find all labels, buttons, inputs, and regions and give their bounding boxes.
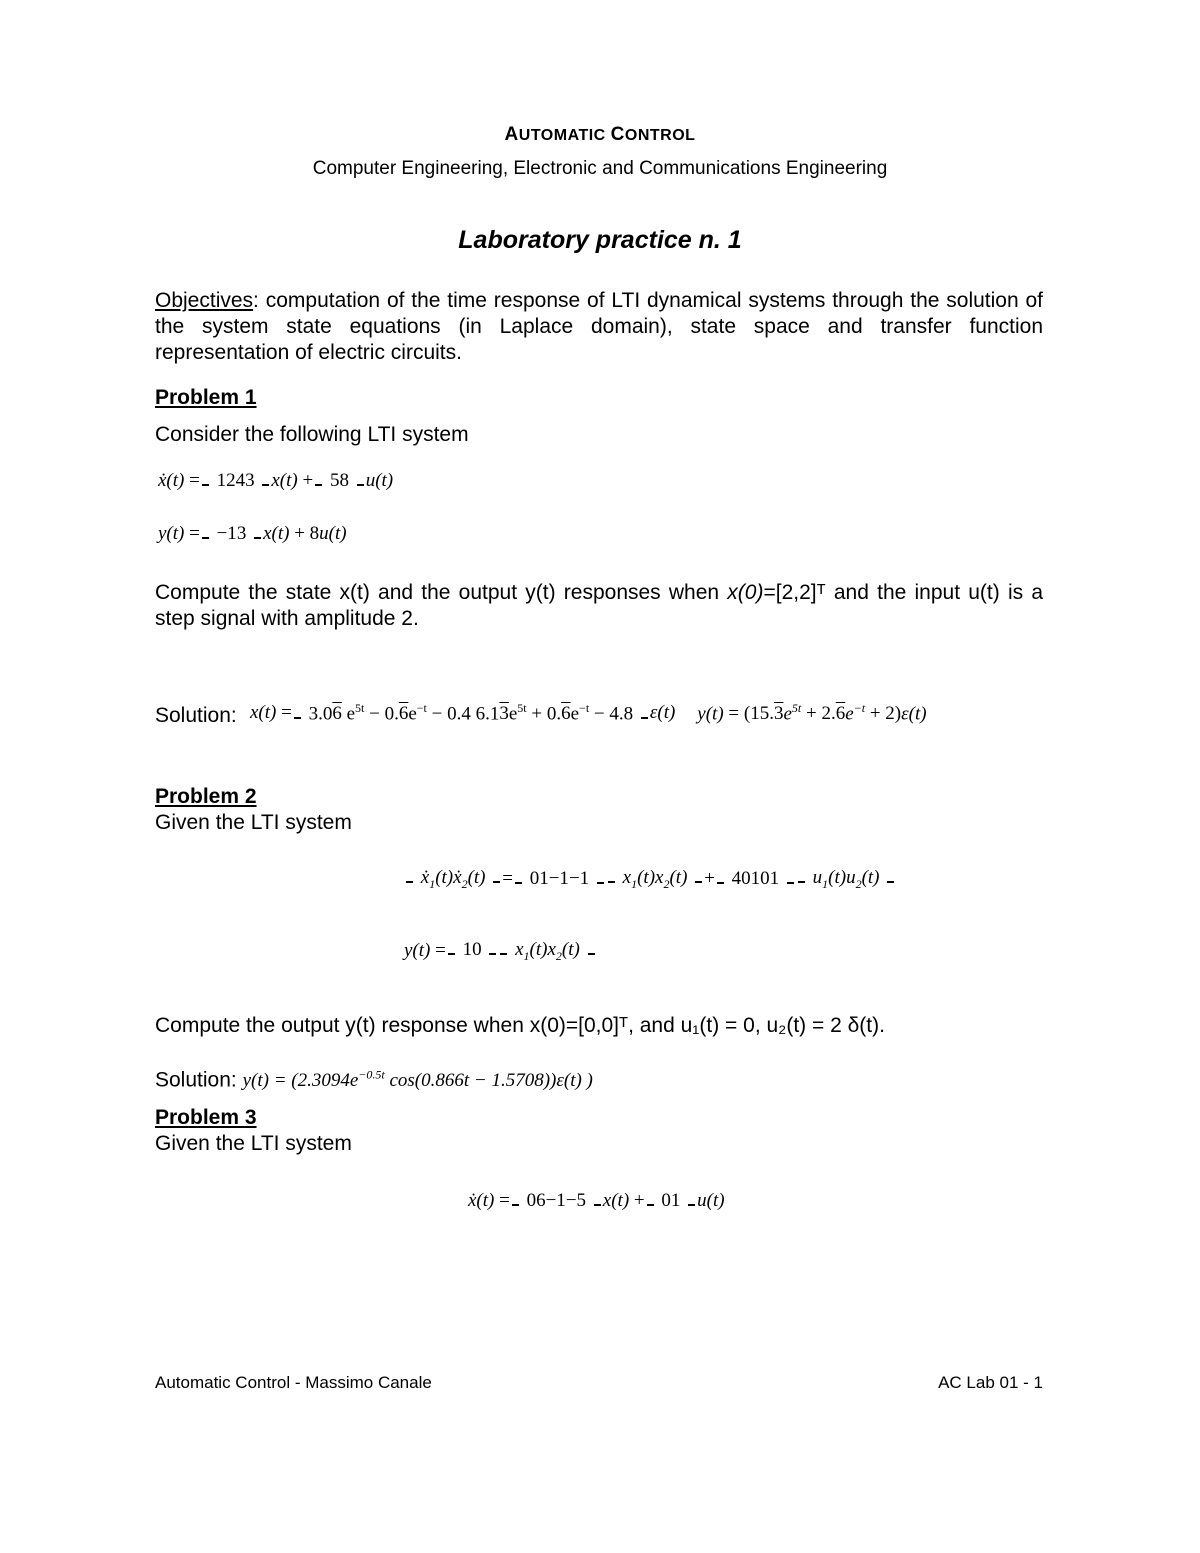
problem-3-intro: Given the LTI system (155, 1132, 352, 1155)
matrix-b: 58 (315, 468, 364, 494)
problem-1-intro: Consider the following LTI system (155, 423, 469, 446)
matrix-c: −13 (202, 521, 261, 547)
objectives-text: : computation of the time response of LTI dynamical systems through the solution of the system state equations (in Laplace domain), state space and transfer function representation of electric circuits. (155, 289, 1043, 364)
problem-1-solution-expression: x(t) = 3.06 $e^{5t} - 0.6e^{-t} - 0.4$ $6.13e^{5t} + 0.6e^{-t} - 4.8$ ε(t) $y(t) = (15.3e^{5t} + 2.6e^{-t} + 2)\varepsilon(t)$ (250, 700, 927, 725)
matrix-a: 1243 (202, 468, 270, 494)
problem-1-output-equation: y(t) = −13 x(t) + 8u(t) (158, 520, 347, 548)
matrix-b: 40101 (717, 866, 794, 892)
problem-3-state-equation: ẋ(t) = 06−1−5 x(t) + 01 u(t) (468, 1170, 725, 1232)
course-title: AUTOMATIC CONTROL (504, 124, 696, 145)
problem-2-heading: Problem 2 (155, 785, 257, 808)
problem-2-state-equation: ẋ$_1$(t)ẋ$_2$(t) = 01−1−1 $x_1(t)x_2(t)$ + 40101 $u_1(t)u_2(t)$ (404, 848, 896, 910)
footer-left: Automatic Control - Massimo Canale (155, 1373, 432, 1392)
matrix-c: 10 (448, 937, 497, 965)
matrix-a: 01−1−1 (515, 866, 604, 892)
lab-title: Laboratory practice n. 1 (458, 226, 742, 254)
problem-1-solution-label: Solution: (155, 704, 237, 727)
problem-2-output-equation: y(t) = 10 $x_1(t)x_2(t)$ (404, 920, 597, 982)
problem-1-task: Compute the state x(t) and the output y(t) responses when x(0)=[2,2]ᵀ and the input u(t) is a step signal with amplitude 2. (155, 581, 1043, 630)
objectives-label: Objectives (155, 289, 254, 312)
objectives-paragraph (155, 288, 1043, 366)
problem-2-solution: Solution: $y(t) = (2.3094e^{-0.5t}$ cos(0.866t − 1.5708))ε(t) ) (155, 1068, 593, 1092)
footer-page-number: AC Lab 01 - 1 (938, 1373, 1043, 1392)
problem-1-heading: Problem 1 (155, 386, 257, 409)
matrix-b: 01 (647, 1188, 696, 1214)
problem-2-intro: Given the LTI system (155, 811, 352, 834)
matrix-a: 06−1−5 (512, 1188, 601, 1214)
course-subtitle: Computer Engineering, Electronic and Communications Engineering (312, 158, 888, 179)
problem-2-task: Compute the output y(t) response when x(0)=[0,0]ᵀ, and u₁(t) = 0, u₂(t) = 2 δ(t). (155, 1014, 885, 1037)
problem-1-state-equation: ẋ(t) = 1243 x(t) + 58 u(t) (158, 451, 393, 511)
problem-3-heading: Problem 3 (155, 1106, 257, 1129)
